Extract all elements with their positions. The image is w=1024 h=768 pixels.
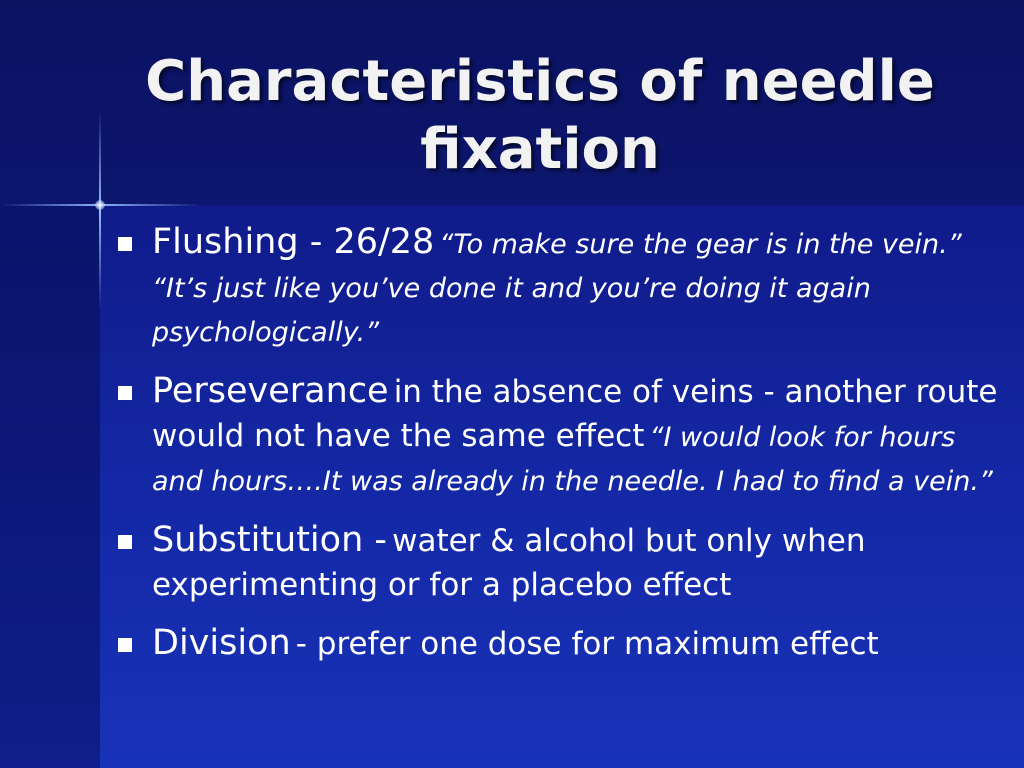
square-bullet-icon [118, 638, 132, 652]
bullet-item-flushing [118, 220, 998, 355]
bullet-text: - prefer one dose for maximum effect [295, 626, 879, 662]
slide-title: Characteristics of needle fixation [145, 49, 935, 182]
square-bullet-icon [118, 535, 132, 549]
bullet-quote: “I would look for hours and hours….It was already in the needle. I had to find a vein.” [152, 422, 993, 497]
bullet-item-division [118, 621, 998, 666]
bullet-text: in the absence of veins - another route would not have the same effect [152, 374, 998, 454]
bullet-text: water & alcohol but only when experimenting or for a placebo effect [152, 523, 866, 603]
square-bullet-icon [118, 386, 132, 400]
bullet-item-perseverance [118, 369, 998, 504]
bullet-quote: “To make sure the gear is in the vein.” “It’s just like you’ve done it and you’re doing it again psychologically.” [152, 229, 962, 348]
bullet-item-substitution [118, 518, 998, 607]
sparkle-vertical-ray [99, 110, 101, 310]
bullet-heading: Substitution - [152, 520, 388, 560]
bullet-heading: Division [152, 623, 291, 663]
square-bullet-icon [118, 237, 132, 251]
bullet-list [118, 220, 998, 680]
sparkle-star-icon [95, 200, 105, 210]
bullet-heading: Flushing - 26/28 [152, 222, 435, 262]
bullet-heading: Perseverance [152, 371, 389, 411]
